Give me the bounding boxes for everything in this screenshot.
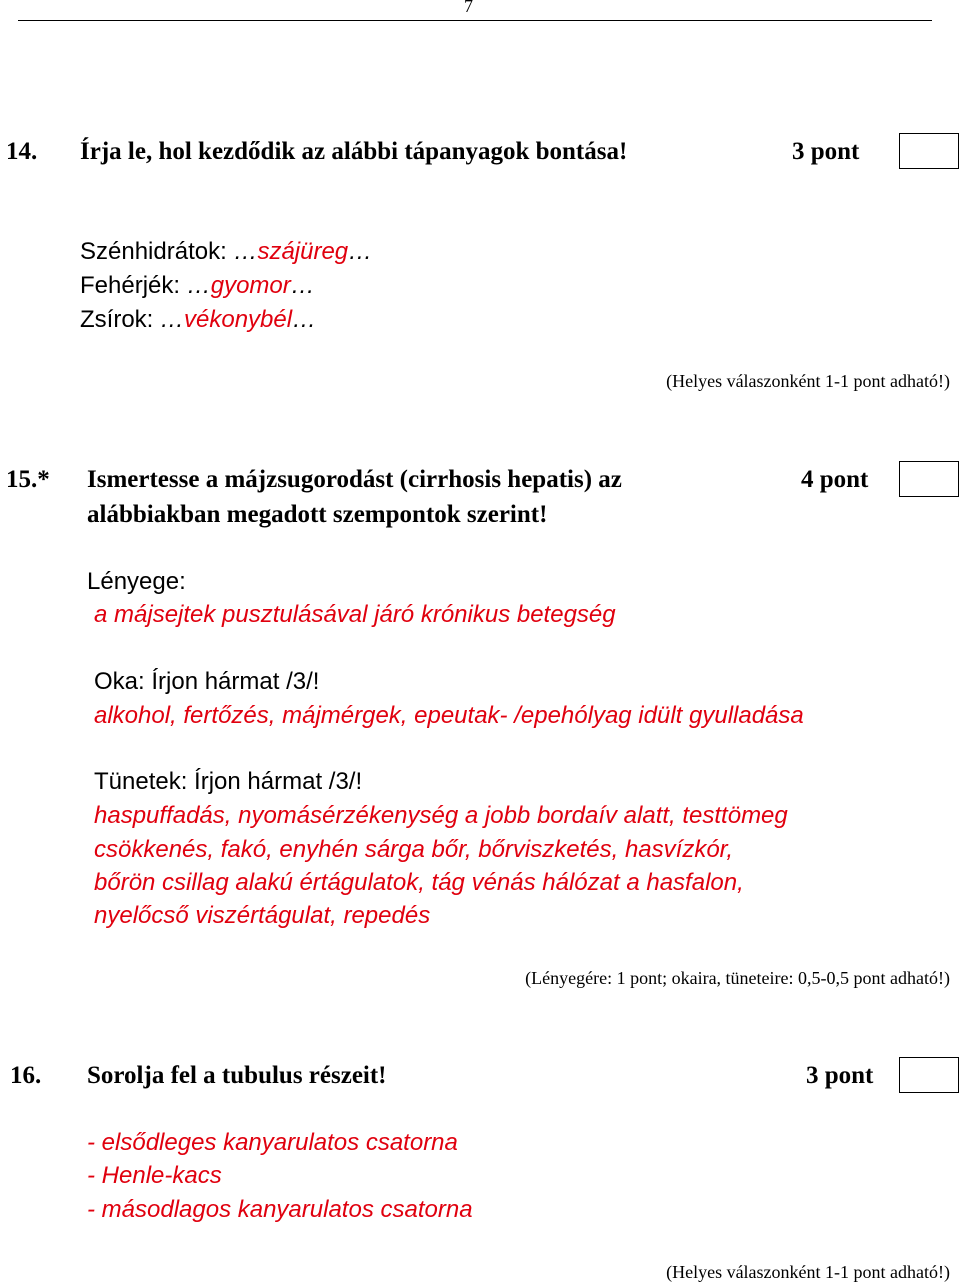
q14-item-carbs: Szénhidrátok: …szájüreg… bbox=[80, 238, 373, 265]
q15-symptoms-line: bőrön csillag alakú értágulatok, tág vénás hálózat a hasfalon, bbox=[94, 869, 744, 896]
q14-number: 14. bbox=[6, 138, 38, 165]
q15-scoring-note: (Lényegére: 1 pont; okaira, tüneteire: 0,5-0,5 pont adható!) bbox=[525, 968, 950, 988]
q16-answer-line: - másodlagos kanyarulatos csatorna bbox=[87, 1196, 473, 1223]
q14-points: 3 pont bbox=[792, 138, 860, 165]
q15-symptoms-line: nyelőcső viszértágulat, repedés bbox=[94, 902, 431, 929]
q15-text-line2: alábbiakban megadott szempontok szerint! bbox=[87, 501, 548, 528]
header-rule bbox=[18, 20, 932, 21]
q15-symptoms-line: haspuffadás, nyomásérzékenység a jobb bordaív alatt, testtömeg bbox=[94, 802, 788, 829]
q14-item-label: Szénhidrátok: bbox=[80, 238, 227, 265]
q16-points: 3 pont bbox=[806, 1062, 874, 1089]
q16-answer-line: - elsődleges kanyarulatos csatorna bbox=[87, 1129, 458, 1156]
q15-score-box[interactable] bbox=[899, 461, 959, 497]
q15-essence-label: Lényege: bbox=[87, 568, 186, 595]
q15-text-line1: Ismertesse a májzsugorodást (cirrhosis hepatis) az bbox=[87, 466, 622, 493]
q14-item-answer: szájüreg bbox=[257, 238, 349, 265]
q15-cause-label: Oka: Írjon hármat /3/! bbox=[94, 668, 320, 695]
q14-item-label: Fehérjék: bbox=[80, 272, 181, 299]
q16-scoring-note: (Helyes válaszonként 1-1 pont adható!) bbox=[666, 1262, 950, 1282]
q16-number: 16. bbox=[10, 1062, 42, 1089]
q16-text: Sorolja fel a tubulus részeit! bbox=[87, 1062, 387, 1089]
q15-symptoms-line: csökkenés, fakó, enyhén sárga bőr, bőrviszketés, hasvízkór, bbox=[94, 836, 733, 863]
page-number: 7 bbox=[464, 0, 473, 16]
q14-text: Írja le, hol kezdődik az alábbi tápanyagok bontása! bbox=[80, 138, 628, 165]
q15-symptoms-label: Tünetek: Írjon hármat /3/! bbox=[94, 768, 363, 795]
q14-item-answer: vékonybél bbox=[184, 306, 293, 333]
q14-score-box[interactable] bbox=[899, 133, 959, 169]
q14-item-answer: gyomor bbox=[210, 272, 291, 299]
q14-item-label: Zsírok: bbox=[80, 306, 154, 333]
q15-points: 4 pont bbox=[801, 466, 869, 493]
q15-cause-answer: alkohol, fertőzés, májmérgek, epeutak- /epehólyag idült gyulladása bbox=[94, 702, 804, 729]
q14-item-fats: Zsírok: …vékonybél… bbox=[80, 306, 317, 333]
q16-answer-line: - Henle-kacs bbox=[87, 1162, 222, 1189]
q14-scoring-note: (Helyes válaszonként 1-1 pont adható!) bbox=[666, 371, 950, 391]
q15-number: 15.* bbox=[6, 466, 50, 493]
q14-item-proteins: Fehérjék: …gyomor… bbox=[80, 272, 315, 299]
q15-essence-answer: a májsejtek pusztulásával járó krónikus betegség bbox=[94, 601, 616, 628]
q16-score-box[interactable] bbox=[899, 1057, 959, 1093]
